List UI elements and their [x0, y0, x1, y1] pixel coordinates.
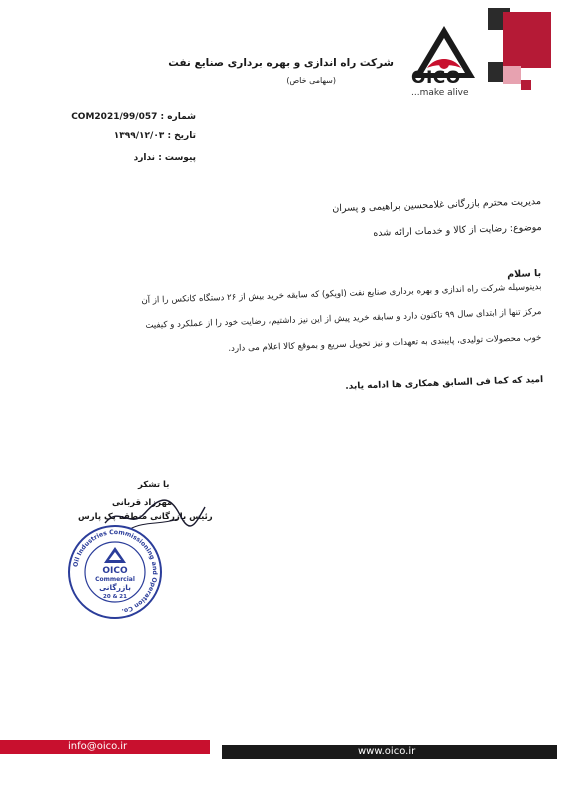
letter-body-line: مرکز تنها از ابتدای سال ۹۹ تاکنون دارد و سابقه خرید پیش از این نیز داشتیم، رضایت خود را از عملکرد و کیفیت: [145, 307, 542, 331]
letter-number-label: شماره :: [160, 112, 196, 122]
letter-closing: امید که کما فی السابق همکاری ها ادامه یابد.: [345, 375, 544, 392]
signatory-title: رئیس بازرگانی منطقه پک پارس: [78, 512, 213, 522]
logo-tagline: ...make alive: [411, 88, 469, 98]
decor-square-red: [503, 12, 551, 68]
letter-date: [114, 131, 196, 141]
letter-body-line: بدینوسیله شرکت راه اندازی و بهره برداری صنایع نفت (اویکو) که سابقه خرید بیش از ۲۶ دستگاه کانکس را از آن: [140, 282, 542, 306]
letter-body-line: خوب محصولات تولیدی، پایبندی به تعهدات و نیز تحویل سریع و بموقع کالا اعلام می دارد.: [228, 333, 542, 354]
letter-number-value: COM2021/99/057: [71, 112, 158, 122]
svg-text:Commercial: Commercial: [95, 576, 135, 583]
logo-wordmark: OICO: [411, 68, 461, 88]
letter-date-value: ۱۳۹۹/۱۲/۰۳: [113, 131, 165, 141]
letter-recipient: مدیریت محترم بازرگانی غلامحسین براهیمی و پسران: [332, 196, 542, 215]
letter-number: [71, 112, 196, 122]
company-type: (سهامی خاص): [286, 76, 336, 85]
decor-square-red-small: [521, 80, 531, 90]
signature-thanks: با تشکر: [138, 480, 170, 490]
company-stamp-icon: [66, 523, 164, 621]
decor-square-dark-small: [488, 62, 503, 82]
letter-greeting: با سلام: [507, 268, 542, 281]
svg-text:Oil Industries Commissioning a: Oil Industries Commissioning and Operation Co.: [72, 528, 159, 615]
letter-date-label: تاریخ :: [167, 131, 196, 141]
svg-text:OICO: OICO: [102, 566, 128, 576]
footer-website-link[interactable]: www.oico.ir: [358, 746, 416, 757]
letter-attachment: پیوست : ندارد: [133, 153, 196, 163]
company-name: شرکت راه اندازی و بهره برداری صنایع نفت: [168, 57, 394, 69]
signatory-name: مهرزاد قربانی: [112, 498, 173, 508]
decor-square-pink: [503, 66, 521, 84]
letter-subject: موضوع: رضایت از کالا و خدمات ارائه شده: [372, 222, 542, 239]
footer-email-link[interactable]: info@oico.ir: [68, 741, 128, 752]
svg-text:بازرگانی: بازرگانی: [99, 583, 131, 592]
svg-text:20 & 21: 20 & 21: [103, 594, 127, 600]
